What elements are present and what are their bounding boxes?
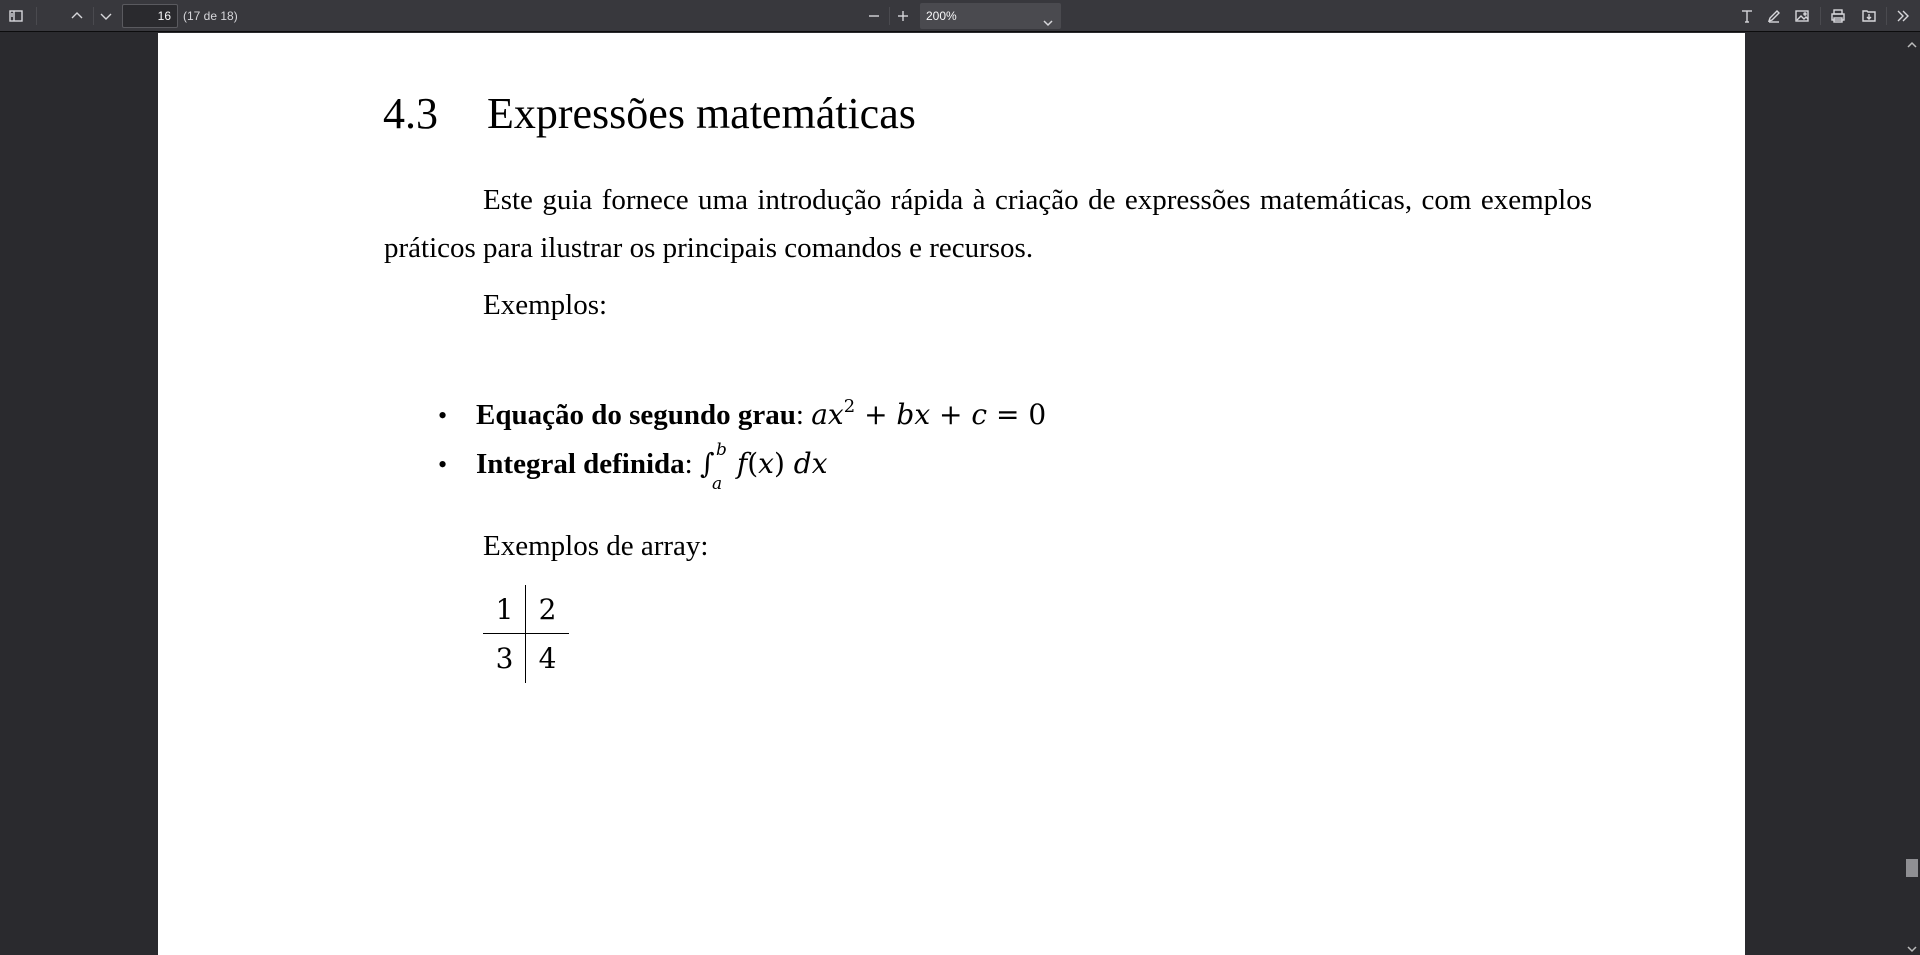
zoom-in-icon[interactable] [890, 3, 916, 29]
array-cell: 2 [538, 593, 557, 626]
section-title: Expressões matemáticas [487, 89, 916, 138]
vertical-scrollbar[interactable] [1904, 33, 1920, 955]
page-count-label: (17 de 18) [183, 9, 238, 23]
save-download-icon[interactable] [1856, 3, 1882, 29]
document-viewer[interactable] [0, 33, 1920, 955]
math-array [483, 585, 569, 683]
quadratic-equation: $ax^2$ + bx + c = 0 [811, 396, 1047, 431]
examples-label: Exemplos: [483, 289, 608, 321]
section-number: 4.3 [383, 89, 438, 138]
pdf-page [158, 33, 1745, 955]
more-tools-icon[interactable] [1890, 3, 1916, 29]
sidebar-toggle-icon[interactable] [3, 3, 29, 29]
zoom-select[interactable] [920, 3, 1061, 29]
array-cell: 3 [495, 642, 514, 675]
array-cell: 1 [495, 593, 514, 626]
scroll-down-icon[interactable] [1907, 941, 1917, 951]
next-page-icon[interactable] [93, 3, 119, 29]
print-icon[interactable] [1825, 3, 1851, 29]
array-examples-label: Exemplos de array: [483, 530, 709, 562]
bullet-label: Equação do segundo grau [476, 399, 796, 431]
draw-pen-icon[interactable] [1761, 3, 1787, 29]
zoom-value: 200% [926, 9, 957, 23]
chevron-down-icon [1043, 11, 1053, 21]
page-number-input[interactable] [122, 4, 178, 28]
array-horizontal-rule [483, 633, 569, 634]
pdf-toolbar [0, 0, 1920, 32]
bullet-list [438, 383, 1047, 494]
text-annotation-icon[interactable] [1734, 3, 1760, 29]
definite-integral: ∫ b a f(x) dx [699, 440, 828, 494]
previous-page-icon[interactable] [64, 3, 90, 29]
intro-paragraph: Este guia fornece uma introdução rápida à criação de expressões matemáticas, com exemplos práticos para ilustrar os principais comandos e recursos. [384, 184, 1592, 264]
section-heading [383, 88, 916, 139]
list-item: • Integral definida : ∫ b a f(x) dx [438, 440, 828, 494]
scroll-up-icon[interactable] [1907, 37, 1917, 47]
list-item: • Equação do segundo grau : $ax^2$ + bx + c = 0 [438, 383, 1046, 440]
scroll-thumb[interactable] [1906, 859, 1918, 877]
array-cell: 4 [538, 642, 557, 675]
bullet-label: Integral definida [476, 448, 685, 480]
zoom-out-icon[interactable] [861, 3, 887, 29]
add-image-icon[interactable] [1789, 3, 1815, 29]
